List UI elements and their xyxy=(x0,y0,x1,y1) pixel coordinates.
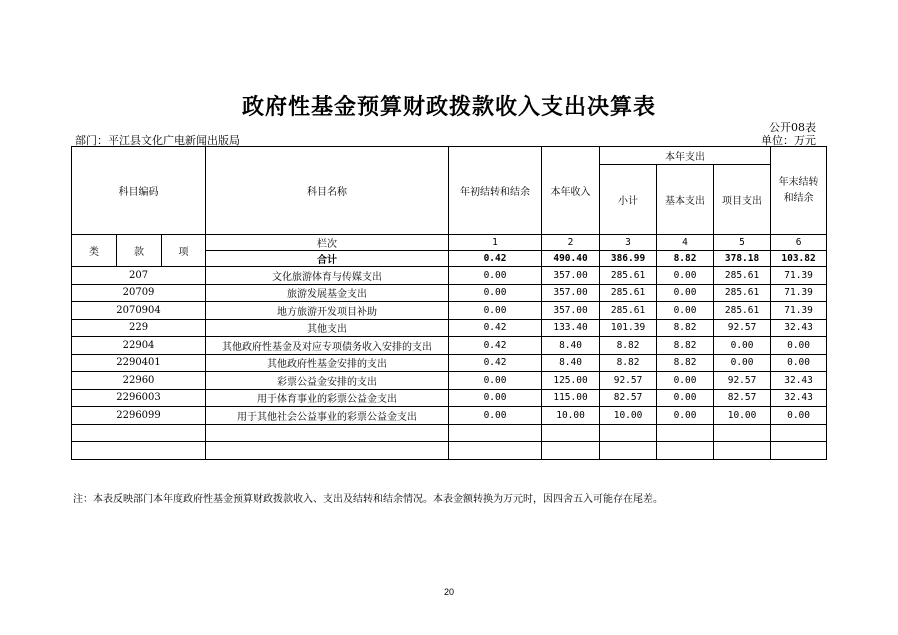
table-row xyxy=(72,372,827,390)
total-value: 490.40 xyxy=(542,251,600,267)
total-value: 386.99 xyxy=(600,251,657,267)
amount-cell: 0.00 xyxy=(449,372,542,390)
amount-cell: 133.40 xyxy=(542,319,600,337)
amount-cell: 71.39 xyxy=(771,302,827,320)
amount-cell: 8.82 xyxy=(657,337,714,355)
table-row xyxy=(72,267,827,285)
subject-name: 旅游发展基金支出 xyxy=(206,284,449,302)
table-row xyxy=(72,284,827,302)
subject-code: 229 xyxy=(72,319,206,337)
subject-name: 用于体育事业的彩票公益金支出 xyxy=(206,389,449,407)
amount-cell xyxy=(714,442,771,460)
subject-code xyxy=(72,442,206,460)
amount-cell: 92.57 xyxy=(714,319,771,337)
header-basic: 基本支出 xyxy=(657,165,714,235)
amount-cell: 82.57 xyxy=(714,389,771,407)
amount-cell xyxy=(657,442,714,460)
table-row xyxy=(72,302,827,320)
subject-name: 地方旅游开发项目补助 xyxy=(206,302,449,320)
amount-cell: 71.39 xyxy=(771,267,827,285)
col-num: 5 xyxy=(714,235,771,251)
amount-cell: 0.00 xyxy=(657,302,714,320)
amount-cell: 92.57 xyxy=(714,372,771,390)
amount-cell: 0.00 xyxy=(714,354,771,372)
subject-name xyxy=(206,442,449,460)
subject-name: 文化旅游体育与传媒支出 xyxy=(206,267,449,285)
amount-cell xyxy=(771,442,827,460)
amount-cell xyxy=(657,424,714,442)
amount-cell: 8.82 xyxy=(600,354,657,372)
header-subtotal: 小计 xyxy=(600,165,657,235)
amount-cell: 0.00 xyxy=(771,407,827,425)
subject-code: 22904 xyxy=(72,337,206,355)
amount-cell: 0.42 xyxy=(449,319,542,337)
header-subject-name: 科目名称 xyxy=(206,147,449,235)
amount-cell: 10.00 xyxy=(542,407,600,425)
amount-cell: 8.82 xyxy=(657,354,714,372)
amount-cell: 0.00 xyxy=(449,267,542,285)
amount-cell xyxy=(449,424,542,442)
subject-code xyxy=(72,424,206,442)
table-row xyxy=(72,389,827,407)
total-value: 0.42 xyxy=(449,251,542,267)
subject-name xyxy=(206,424,449,442)
amount-cell: 285.61 xyxy=(600,267,657,285)
amount-cell: 0.42 xyxy=(449,354,542,372)
header-ending-balance: 年末结转和结余 xyxy=(771,147,827,235)
amount-cell: 0.00 xyxy=(449,302,542,320)
amount-cell xyxy=(714,424,771,442)
form-number: 公开08表 xyxy=(769,121,816,134)
subject-code: 2070904 xyxy=(72,302,206,320)
amount-cell: 125.00 xyxy=(542,372,600,390)
amount-cell: 285.61 xyxy=(600,284,657,302)
amount-cell: 0.00 xyxy=(657,389,714,407)
subject-name: 彩票公益金安排的支出 xyxy=(206,372,449,390)
table-row xyxy=(72,354,827,372)
header-item: 项 xyxy=(162,235,206,267)
table-row xyxy=(72,407,827,425)
page-title: 政府性基金预算财政拨款收入支出决算表 xyxy=(241,94,656,120)
amount-cell: 0.00 xyxy=(657,372,714,390)
amount-cell: 8.40 xyxy=(542,337,600,355)
table-row xyxy=(72,442,827,460)
amount-cell: 0.00 xyxy=(771,337,827,355)
budget-table xyxy=(71,146,827,460)
total-value: 103.82 xyxy=(771,251,827,267)
amount-cell: 0.00 xyxy=(714,337,771,355)
amount-cell: 0.00 xyxy=(449,284,542,302)
amount-cell: 357.00 xyxy=(542,267,600,285)
amount-cell: 357.00 xyxy=(542,284,600,302)
amount-cell: 82.57 xyxy=(600,389,657,407)
amount-cell xyxy=(600,442,657,460)
amount-cell: 115.00 xyxy=(542,389,600,407)
subject-code: 20709 xyxy=(72,284,206,302)
amount-cell: 0.42 xyxy=(449,337,542,355)
table-row xyxy=(72,424,827,442)
col-num: 2 xyxy=(542,235,600,251)
amount-cell: 8.40 xyxy=(542,354,600,372)
amount-cell xyxy=(542,424,600,442)
amount-cell: 0.00 xyxy=(657,267,714,285)
unit-label: 单位：万元 xyxy=(761,134,816,147)
header-section: 款 xyxy=(117,235,162,267)
page-number: 20 xyxy=(443,587,454,597)
table-row xyxy=(72,319,827,337)
amount-cell: 101.39 xyxy=(600,319,657,337)
subject-code: 2296003 xyxy=(72,389,206,407)
header-income: 本年收入 xyxy=(542,147,600,235)
header-beginning-balance: 年初结转和结余 xyxy=(449,147,542,235)
subject-name: 用于其他社会公益事业的彩票公益金支出 xyxy=(206,407,449,425)
amount-cell: 285.61 xyxy=(714,284,771,302)
amount-cell: 8.82 xyxy=(600,337,657,355)
amount-cell: 285.61 xyxy=(600,302,657,320)
subject-code: 2296099 xyxy=(72,407,206,425)
amount-cell: 71.39 xyxy=(771,284,827,302)
col-num: 1 xyxy=(449,235,542,251)
amount-cell: 0.00 xyxy=(657,407,714,425)
amount-cell xyxy=(600,424,657,442)
header-class: 类 xyxy=(72,235,117,267)
amount-cell xyxy=(449,442,542,460)
amount-cell: 8.82 xyxy=(657,319,714,337)
amount-cell xyxy=(542,442,600,460)
amount-cell: 0.00 xyxy=(657,284,714,302)
amount-cell: 0.00 xyxy=(771,354,827,372)
col-num: 6 xyxy=(771,235,827,251)
amount-cell: 32.43 xyxy=(771,389,827,407)
header-expenditure-group: 本年支出 xyxy=(600,147,771,165)
col-num: 4 xyxy=(657,235,714,251)
subject-name: 其他政府性基金及对应专项债务收入安排的支出 xyxy=(206,337,449,355)
amount-cell: 10.00 xyxy=(714,407,771,425)
footnote: 注：本表反映部门本年度政府性基金预算财政拨款收入、支出及结转和结余情况。本表金额转换为万元时，因四舍五入可能存在尾差。 xyxy=(73,494,663,505)
subject-code: 207 xyxy=(72,267,206,285)
department-label: 部门：平江县文化广电新闻出版局 xyxy=(75,134,240,147)
table-row xyxy=(72,337,827,355)
subject-name: 其他政府性基金安排的支出 xyxy=(206,354,449,372)
col-num: 3 xyxy=(600,235,657,251)
amount-cell: 92.57 xyxy=(600,372,657,390)
amount-cell: 32.43 xyxy=(771,372,827,390)
header-subject-code: 科目编码 xyxy=(72,147,206,235)
subject-code: 22960 xyxy=(72,372,206,390)
total-label: 合计 xyxy=(206,251,449,267)
amount-cell: 285.61 xyxy=(714,302,771,320)
amount-cell: 0.00 xyxy=(449,389,542,407)
header-column-index: 栏次 xyxy=(206,235,449,251)
amount-cell: 285.61 xyxy=(714,267,771,285)
subject-name: 其他支出 xyxy=(206,319,449,337)
total-value: 378.18 xyxy=(714,251,771,267)
amount-cell: 32.43 xyxy=(771,319,827,337)
amount-cell xyxy=(771,424,827,442)
amount-cell: 357.00 xyxy=(542,302,600,320)
header-project: 项目支出 xyxy=(714,165,771,235)
subject-code: 2290401 xyxy=(72,354,206,372)
amount-cell: 10.00 xyxy=(600,407,657,425)
total-value: 8.82 xyxy=(657,251,714,267)
amount-cell: 0.00 xyxy=(449,407,542,425)
